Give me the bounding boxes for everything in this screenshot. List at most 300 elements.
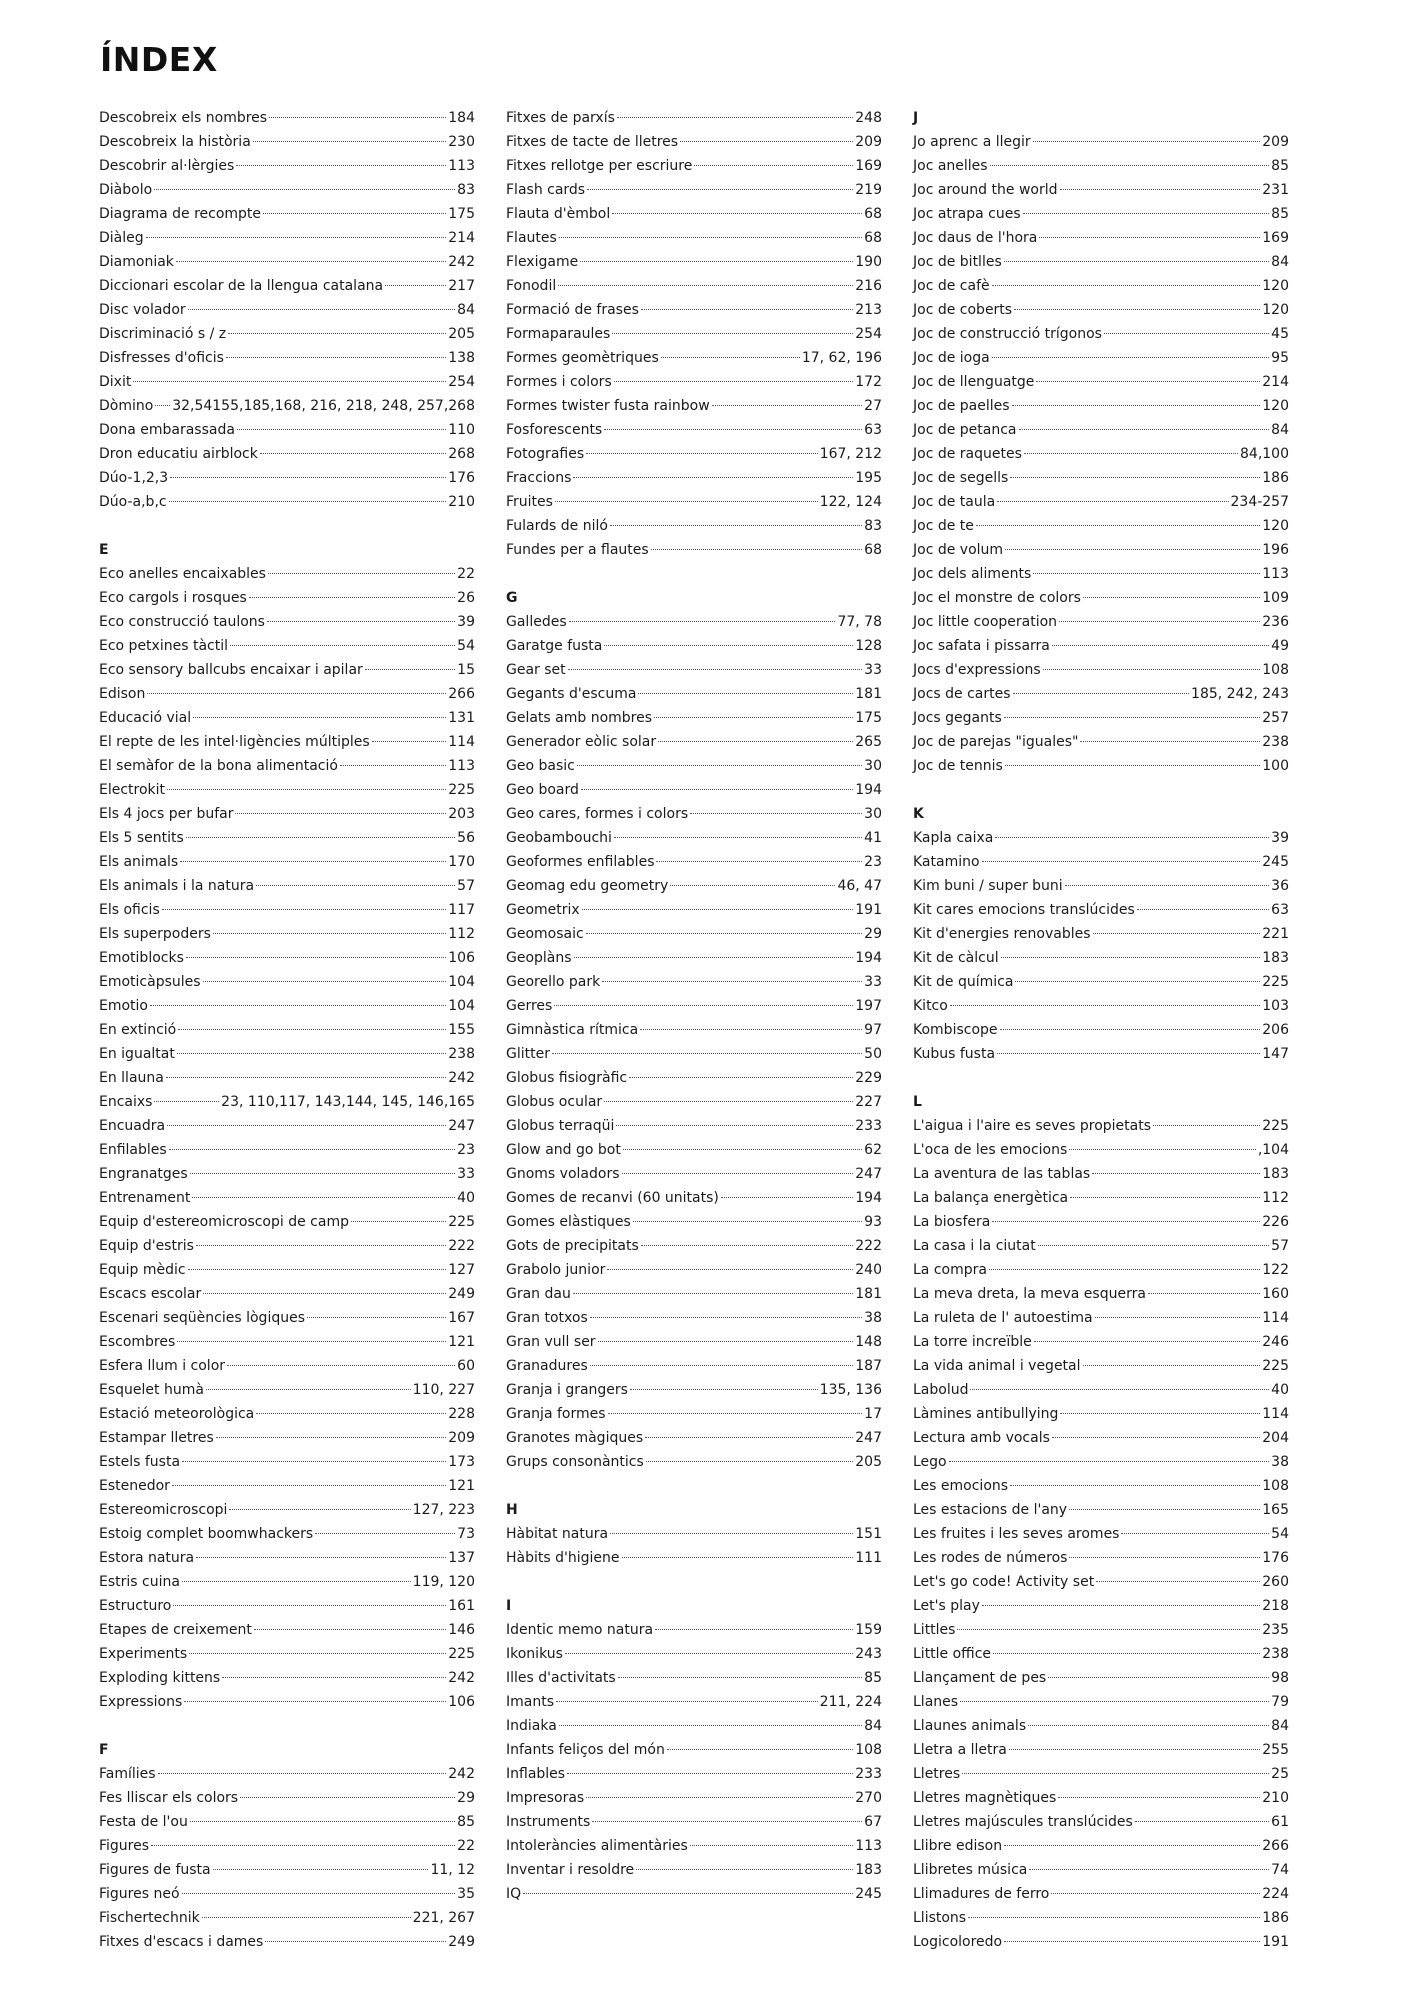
entry-page: 104 (448, 998, 475, 1014)
entry-page: 121 (448, 1478, 475, 1494)
dot-leader (269, 117, 446, 118)
entry-page: 183 (1262, 950, 1289, 966)
entry-page: 112 (1262, 1190, 1289, 1206)
entry-page: 194 (855, 1190, 882, 1206)
index-entry (913, 1330, 1289, 1354)
entry-title: Joc de taula (913, 494, 996, 510)
entry-title: Hàbitat natura (506, 1526, 609, 1542)
entry-page: 79 (1271, 1694, 1289, 1710)
index-entry (913, 1762, 1289, 1786)
entry-page: 268 (448, 446, 475, 462)
index-entry (99, 1690, 475, 1714)
entry-page: 68 (864, 230, 882, 246)
entry-page: 225 (1262, 1358, 1289, 1374)
entry-page: 97 (864, 1022, 882, 1038)
entry-title: Eco anelles encaixables (99, 566, 266, 582)
dot-leader (186, 837, 455, 838)
index-entry (99, 1138, 475, 1162)
index-entry (99, 850, 475, 874)
entry-page: 254 (855, 326, 882, 342)
index-entry (913, 250, 1289, 274)
entry-page: 17 (864, 1406, 882, 1422)
dot-leader (162, 909, 447, 910)
entry-title: Diàbolo (99, 182, 153, 198)
index-entry (913, 1210, 1289, 1234)
entry-title: Lletres (913, 1766, 961, 1782)
entry-title: Les emocions (913, 1478, 1009, 1494)
index-entry (506, 1642, 882, 1666)
dot-leader (190, 1173, 455, 1174)
entry-title: Jocs d'expressions (913, 662, 1041, 678)
index-entry (913, 1114, 1289, 1138)
dot-leader (1052, 645, 1269, 646)
entry-title: Experiments (99, 1646, 188, 1662)
entry-title: Joc de petanca (913, 422, 1017, 438)
index-entry (99, 274, 475, 298)
entry-title: Les rodes de números (913, 1550, 1068, 1566)
entry-title: Llibretes música (913, 1862, 1028, 1878)
index-entry (99, 1546, 475, 1570)
entry-page: 74 (1271, 1862, 1289, 1878)
index-entry (99, 202, 475, 226)
entry-page: 77, 78 (837, 614, 882, 630)
entry-page: 38 (864, 1310, 882, 1326)
index-entry (506, 1714, 882, 1738)
entry-title: Geobambouchi (506, 830, 612, 846)
index-entry (913, 274, 1289, 298)
index-entry (506, 826, 882, 850)
entry-title: Eco construcció taulons (99, 614, 265, 630)
index-entry (506, 394, 882, 418)
entry-page: 176 (448, 470, 475, 486)
dot-leader (586, 453, 818, 454)
entry-page: 85 (457, 1814, 475, 1830)
entry-title: Eco petxines tàctil (99, 638, 228, 654)
index-entry (913, 346, 1289, 370)
index-entry (99, 1762, 475, 1786)
entry-title: Formaparaules (506, 326, 611, 342)
entry-title: Etapes de creixement (99, 1622, 252, 1638)
dot-leader (962, 1773, 1269, 1774)
index-entry (506, 202, 882, 226)
entry-page: 147 (1262, 1046, 1289, 1062)
entry-page: 240 (855, 1262, 882, 1278)
entry-title: Kubus fusta (913, 1046, 996, 1062)
entry-page: 173 (448, 1454, 475, 1470)
dot-leader (614, 381, 854, 382)
index-entry (913, 1018, 1289, 1042)
dot-leader (253, 141, 446, 142)
index-entry (99, 490, 475, 514)
entry-page: 151 (855, 1526, 882, 1542)
entry-page: 238 (1262, 1646, 1289, 1662)
entry-title: Kit d'energies renovables (913, 926, 1091, 942)
entry-page: 35 (457, 1886, 475, 1902)
dot-leader (170, 477, 446, 478)
dot-leader (189, 1653, 446, 1654)
dot-leader (616, 1125, 853, 1126)
dot-leader (190, 1821, 455, 1822)
entry-title: La meva dreta, la meva esquerra (913, 1286, 1146, 1302)
entry-page: 63 (864, 422, 882, 438)
entry-page: 113 (855, 1838, 882, 1854)
index-entry (99, 1354, 475, 1378)
entry-title: Galledes (506, 614, 567, 630)
dot-leader (608, 1413, 863, 1414)
entry-title: Descobrir al·lèrgies (99, 158, 235, 174)
entry-page: 114 (1262, 1310, 1289, 1326)
dot-leader (167, 789, 446, 790)
entry-title: Gelats amb nombres (506, 710, 653, 726)
index-entry (99, 898, 475, 922)
entry-page: 100 (1262, 758, 1289, 774)
index-column-1 (99, 106, 475, 1954)
entry-page: 114 (448, 734, 475, 750)
entry-page: 84 (1271, 254, 1289, 270)
dot-leader (997, 501, 1228, 502)
entry-title: Fraccions (506, 470, 572, 486)
dot-leader (193, 717, 446, 718)
index-entry (913, 1714, 1289, 1738)
index-entry (506, 1018, 882, 1042)
entry-title: Granadures (506, 1358, 588, 1374)
dot-leader (523, 1893, 853, 1894)
dot-leader (1001, 957, 1261, 958)
index-entry (506, 1618, 882, 1642)
entry-title: Fitxes de tacte de lletres (506, 134, 679, 150)
entry-page: 167, 212 (819, 446, 882, 462)
dot-leader (203, 1293, 446, 1294)
entry-page: 242 (448, 1670, 475, 1686)
dot-leader (574, 957, 854, 958)
index-entry (99, 1378, 475, 1402)
index-entry (506, 442, 882, 466)
entry-title: Infants feliços del món (506, 1742, 665, 1758)
entry-page: 26 (457, 590, 475, 606)
entry-page: 172 (855, 374, 882, 390)
entry-title: Joc little cooperation (913, 614, 1058, 630)
entry-page: 266 (448, 686, 475, 702)
entry-title: Dona embarassada (99, 422, 235, 438)
entry-title: Gomes de recanvi (60 unitats) (506, 1190, 719, 1206)
dot-leader (586, 933, 862, 934)
entry-page: 23, 110,117, 143,144, 145, 146,165 (221, 1094, 475, 1110)
index-entry (506, 634, 882, 658)
entry-title: Kit de càlcul (913, 950, 999, 966)
dot-leader (150, 1005, 446, 1006)
index-entry (506, 970, 882, 994)
index-entry (99, 1210, 475, 1234)
dot-leader (622, 1173, 854, 1174)
entry-page: 117 (448, 902, 475, 918)
index-entry (506, 1666, 882, 1690)
dot-leader (656, 861, 862, 862)
index-entry (506, 1042, 882, 1066)
entry-page: 84,100 (1240, 446, 1289, 462)
entry-page: 120 (1262, 398, 1289, 414)
entry-title: Llaunes animals (913, 1718, 1027, 1734)
index-entry (99, 1234, 475, 1258)
dot-leader (267, 621, 455, 622)
dot-leader (235, 813, 446, 814)
entry-page: 30 (864, 758, 882, 774)
entry-page: 33 (457, 1166, 475, 1182)
entry-title: Lletres magnètiques (913, 1790, 1057, 1806)
index-entry (913, 1402, 1289, 1426)
entry-page: 184 (448, 110, 475, 126)
entry-page: 29 (864, 926, 882, 942)
entry-page: 122 (1262, 1262, 1289, 1278)
dot-leader (1048, 1677, 1269, 1678)
entry-title: Geo basic (506, 758, 575, 774)
dot-leader (960, 1701, 1269, 1702)
entry-title: Kombiscope (913, 1022, 998, 1038)
entry-page: 83 (457, 182, 475, 198)
dot-leader (1096, 1581, 1260, 1582)
index-entry (99, 610, 475, 634)
index-entry (913, 826, 1289, 850)
entry-page: 197 (855, 998, 882, 1014)
index-entry (913, 1738, 1289, 1762)
dot-leader (1039, 237, 1260, 238)
index-entry (913, 1666, 1289, 1690)
index-entry (913, 490, 1289, 514)
entry-title: Formes i colors (506, 374, 612, 390)
entry-title: Fes lliscar els colors (99, 1790, 239, 1806)
entry-page: 57 (1271, 1238, 1289, 1254)
entry-title: Lego (913, 1454, 947, 1470)
entry-page: 248 (855, 110, 882, 126)
entry-page: 11, 12 (430, 1862, 475, 1878)
dot-leader (177, 1053, 446, 1054)
dot-leader (169, 501, 447, 502)
index-entry (506, 322, 882, 346)
index-entry (913, 1474, 1289, 1498)
entry-page: 194 (855, 950, 882, 966)
entry-title: Les estacions de l'any (913, 1502, 1068, 1518)
entry-page: 204 (1262, 1430, 1289, 1446)
dot-leader (228, 333, 446, 334)
index-entry (99, 1330, 475, 1354)
dot-leader (629, 1077, 853, 1078)
entry-page: 146 (448, 1622, 475, 1638)
dot-leader (1024, 453, 1238, 454)
dot-leader (1004, 717, 1261, 718)
index-entry (506, 466, 882, 490)
index-entry (913, 874, 1289, 898)
entry-title: Les fruites i les seves aromes (913, 1526, 1120, 1542)
entry-title: Fruites (506, 494, 553, 510)
entry-title: Georello park (506, 974, 601, 990)
index-entry (506, 1210, 882, 1234)
entry-page: 106 (448, 950, 475, 966)
entry-title: Gran vull ser (506, 1334, 596, 1350)
index-entry (506, 946, 882, 970)
entry-page: 233 (855, 1118, 882, 1134)
entry-title: Kitco (913, 998, 948, 1014)
entry-title: Littles (913, 1622, 956, 1638)
index-column-2 (506, 106, 882, 1906)
index-entry (913, 1162, 1289, 1186)
dot-leader (1092, 1173, 1260, 1174)
dot-leader (976, 525, 1260, 526)
entry-page: 15 (457, 662, 475, 678)
entry-page: 226 (1262, 1214, 1289, 1230)
entry-title: Geometrix (506, 902, 580, 918)
entry-title: Llistons (913, 1910, 967, 1926)
index-entry (913, 1522, 1289, 1546)
dot-leader (558, 285, 853, 286)
entry-page: 222 (448, 1238, 475, 1254)
entry-page: 85 (864, 1670, 882, 1686)
entry-title: Geo board (506, 782, 579, 798)
entry-page: 111 (855, 1550, 882, 1566)
index-entry (99, 442, 475, 466)
entry-title: Joc daus de l'hora (913, 230, 1038, 246)
entry-title: Equip mèdic (99, 1262, 186, 1278)
entry-title: El semàfor de la bona alimentació (99, 758, 338, 774)
dot-leader (581, 789, 853, 790)
entry-title: La balança energètica (913, 1190, 1069, 1206)
entry-title: Diagrama de recompte (99, 206, 262, 222)
index-entry (99, 178, 475, 202)
index-entry (506, 898, 882, 922)
index-entry (913, 1354, 1289, 1378)
dot-leader (372, 741, 447, 742)
dot-leader (957, 1629, 1260, 1630)
dot-leader (641, 1245, 854, 1246)
entry-page: 183 (855, 1862, 882, 1878)
index-entry (99, 1498, 475, 1522)
index-entry (506, 274, 882, 298)
index-entry (913, 1450, 1289, 1474)
index-entry (913, 1810, 1289, 1834)
entry-page: 62 (864, 1142, 882, 1158)
index-entry (99, 1186, 475, 1210)
entry-title: Fundes per a flautes (506, 542, 649, 558)
dot-leader (604, 1101, 853, 1102)
entry-title: Geomag edu geometry (506, 878, 669, 894)
index-entry (99, 226, 475, 250)
dot-leader (602, 981, 862, 982)
entry-title: Joc de parejas "iguales" (913, 734, 1079, 750)
dot-leader (1014, 309, 1260, 310)
entry-title: Joc de ioga (913, 350, 990, 366)
entry-title: Els 5 sentits (99, 830, 184, 846)
dot-leader (340, 765, 446, 766)
index-entry (913, 730, 1289, 754)
entry-title: Joc anelles (913, 158, 988, 174)
dot-leader (1060, 189, 1261, 190)
entry-title: Estació meteorològica (99, 1406, 255, 1422)
dot-leader (1033, 573, 1260, 574)
entry-page: 30 (864, 806, 882, 822)
entry-title: En igualtat (99, 1046, 175, 1062)
entry-title: Grups consonàntics (506, 1454, 644, 1470)
index-entry (913, 1882, 1289, 1906)
dot-leader (992, 285, 1261, 286)
dot-leader (1058, 1797, 1260, 1798)
entry-page: 210 (448, 494, 475, 510)
dot-leader (580, 261, 853, 262)
index-entry (913, 178, 1289, 202)
dot-leader (1004, 1845, 1260, 1846)
entry-title: Edison (99, 686, 146, 702)
dot-leader (568, 669, 863, 670)
entry-title: Dixit (99, 374, 132, 390)
dot-leader (582, 909, 854, 910)
dot-leader (172, 1485, 446, 1486)
index-entry (913, 226, 1289, 250)
index-entry (913, 1258, 1289, 1282)
index-entry (99, 1594, 475, 1618)
entry-title: Joc de te (913, 518, 974, 534)
entry-title: Joc de tennis (913, 758, 1003, 774)
entry-page: 205 (448, 326, 475, 342)
entry-title: Glow and go bot (506, 1142, 621, 1158)
entry-title: Gimnàstica rítmica (506, 1022, 639, 1038)
index-entry (506, 922, 882, 946)
dot-leader (567, 1773, 853, 1774)
dot-leader (178, 1029, 446, 1030)
entry-title: Geoformes enfilables (506, 854, 655, 870)
entry-title: Joc de bitlles (913, 254, 1002, 270)
dot-leader (1038, 1245, 1269, 1246)
entry-title: Emotiblocks (99, 950, 184, 966)
entry-page: 187 (855, 1358, 882, 1374)
entry-title: Geo cares, formes i colors (506, 806, 689, 822)
entry-page: 135, 136 (819, 1382, 882, 1398)
dot-leader (186, 957, 446, 958)
entry-page: 228 (448, 1406, 475, 1422)
entry-page: 131 (448, 710, 475, 726)
entry-page: 32,54155,185,168, 216, 218, 248, 257,268 (172, 398, 475, 414)
entry-page: 229 (855, 1070, 882, 1086)
dot-leader (1135, 1821, 1269, 1822)
entry-title: Jo aprenc a llegir (913, 134, 1031, 150)
entry-page: 265 (855, 734, 882, 750)
entry-page: 236 (1262, 614, 1289, 630)
entry-page: 106 (448, 1694, 475, 1710)
entry-title: Intoleràncies alimentàries (506, 1838, 688, 1854)
entry-page: 243 (855, 1646, 882, 1662)
entry-title: Fotografies (506, 446, 585, 462)
entry-title: Inflables (506, 1766, 566, 1782)
entry-title: Joc dels aliments (913, 566, 1032, 582)
index-entry (913, 1042, 1289, 1066)
dot-leader (1093, 933, 1261, 934)
entry-title: Eco sensory ballcubs encaixar i apilar (99, 662, 363, 678)
entry-page: 196 (1262, 542, 1289, 558)
index-entry (506, 154, 882, 178)
entry-page: 255 (1262, 1742, 1289, 1758)
entry-page: 222 (855, 1238, 882, 1254)
entry-page: 214 (448, 230, 475, 246)
dot-leader (1069, 1509, 1260, 1510)
entry-page: 233 (855, 1766, 882, 1782)
index-entry (99, 1402, 475, 1426)
entry-page: 225 (448, 1646, 475, 1662)
dot-leader (133, 381, 446, 382)
index-entry (913, 1786, 1289, 1810)
dot-leader (1070, 1197, 1260, 1198)
index-entry (99, 802, 475, 826)
entry-title: Els animals (99, 854, 179, 870)
entry-page: 56 (457, 830, 475, 846)
entry-title: Jocs de cartes (913, 686, 1011, 702)
index-entry (913, 658, 1289, 682)
index-entry (99, 682, 475, 706)
